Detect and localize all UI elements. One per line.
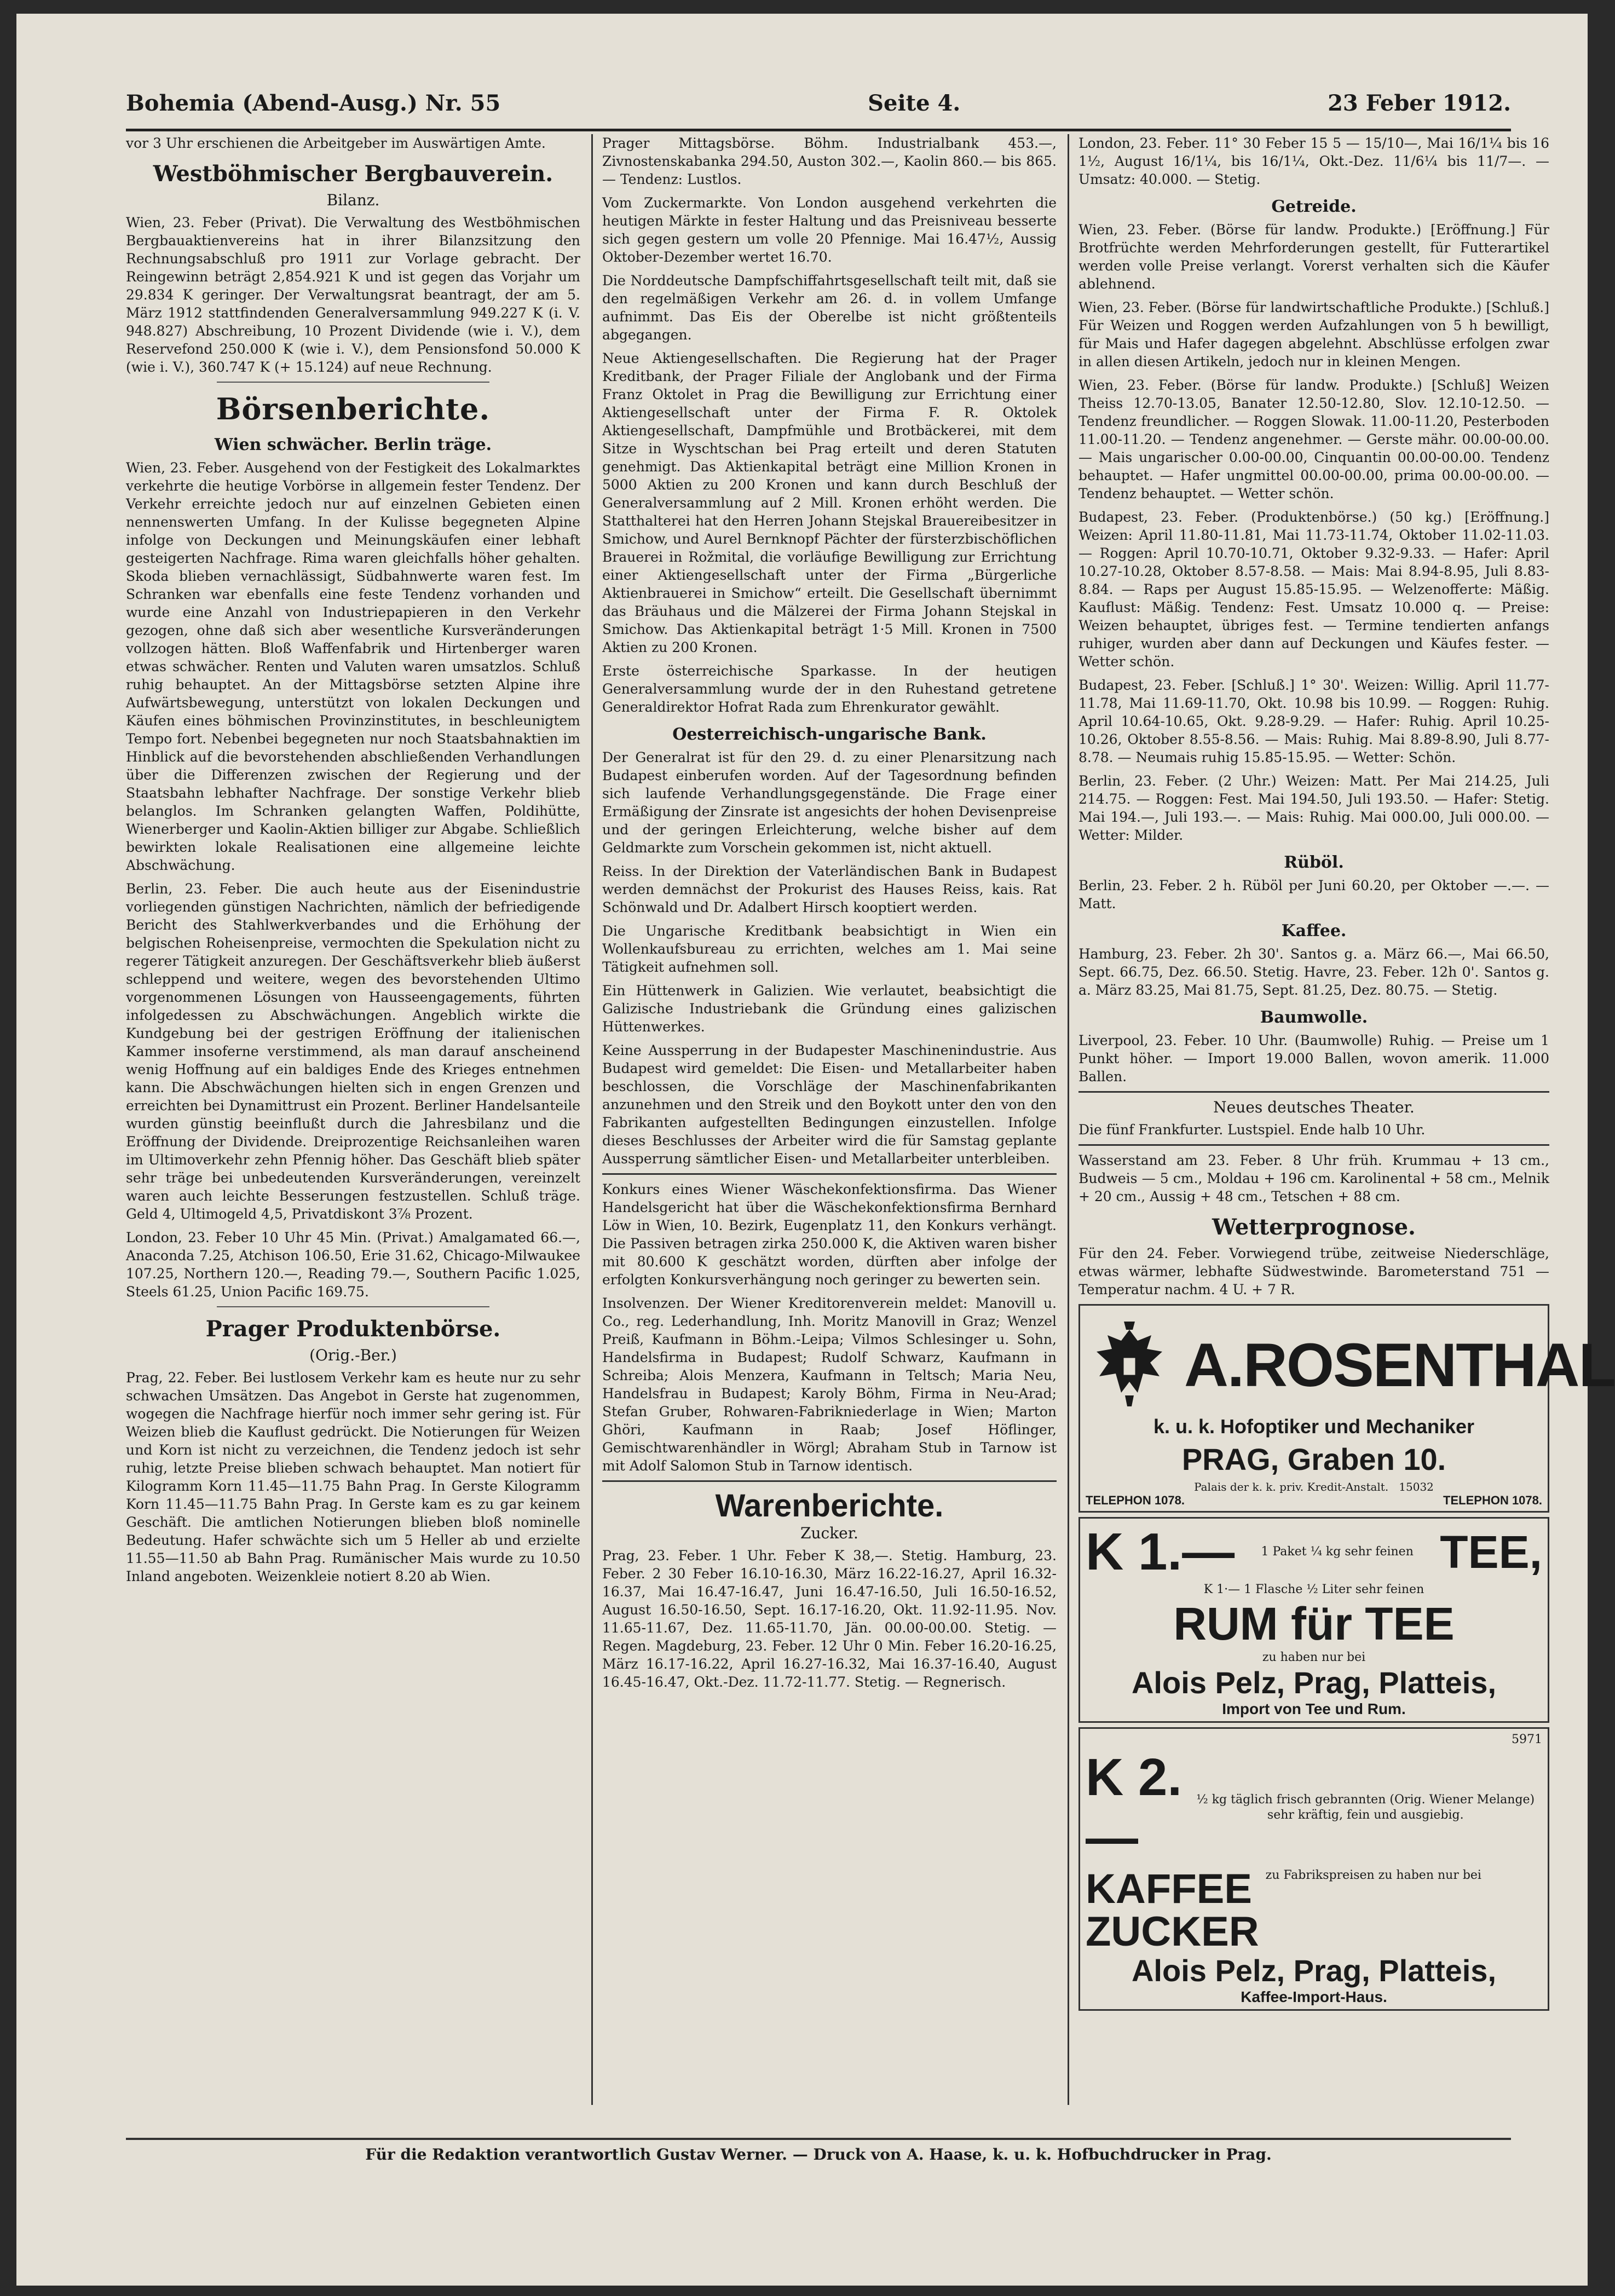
wien-preise-text: Wien, 23. Feber. (Börse für landw. Produkte.) [Schluß] Weizen Theiss 12.70-13.05, Banater 12.50-12.80, Slov. 12.10-12.50. — Tendenz freundlicher. — Roggen Slowak. 11.00-11.20, Pesterboden 11.00-11.20. — Tendenz angenehmer. — Gerste mähr. 00.00-00.00. — Mais ungarischer 0.00-00.00, Cinquantin 00.00-00.00. Tendenz behauptet. — Hafer ungmittel 00.00-00.00, prima 00.00-00.00. — Tendenz behauptet. — Wetter schön. <box>1078 377 1549 501</box>
divider <box>217 382 489 383</box>
intro-text: vor 3 Uhr erschienen die Arbeitgeber im Auswärtigen Amte. <box>126 135 546 151</box>
columns <box>126 134 1615 2105</box>
divider <box>1078 1144 1549 1146</box>
double-eagle-icon <box>1086 1319 1173 1412</box>
divider <box>1078 1091 1549 1093</box>
column-1 <box>126 134 580 2105</box>
kaffee-code: 5971 <box>1512 1733 1542 1746</box>
wetter-text: Für den 24. Feber. Vorwiegend trübe, zeitweise Niederschläge, etwas wärmer, lebhafte Südwestwinde. Barometerstand 751 — Temperatur nachm. 4 U. + 7 R. <box>1078 1245 1549 1297</box>
page-header <box>126 90 1511 131</box>
theater-heading: Neues deutsches Theater. <box>1213 1098 1415 1116</box>
westb-heading: Westböhmischer Bergbauverein. <box>153 161 553 187</box>
mittagsboerse-text: Prager Mittagsbörse. Böhm. Industrialbank 453.—, Zivnostenskabanka 294.50, Auston 302.—, Kaolin 860.— bis 865. — Tendenz: Lustlos. <box>602 135 1057 187</box>
tee-description: 1 Paket ¼ kg sehr feinen <box>1261 1545 1414 1559</box>
konkurs-text: Konkurs eines Wiener Wäschekonfektionsfirma. Das Wiener Handelsgericht hat über die Wäschekonfektionsfirma Bernhard Löw in Wien, 10. Bezirk, Eugenplatz 11, den Konkurs verhängt. Die Passiven betragen zirka 250.000 K, die Aktiven waren bisher mit 80.600 K geschätzt worden, dürften aber infolge der erfolgten Konkursverhängung noch geringer zu bewerten sein. <box>602 1181 1057 1288</box>
london-report: London, 23. Feber 10 Uhr 45 Min. (Privat.) Amalgamated 66.—, Anaconda 7.25, Atchison 106.50, Erie 31.62, Chicago-Milwaukee 107.25, Northern 120.—, Reading 79.—, Southern Pacific 1.025, Steels 61.25, Union Pacific 169.75. <box>126 1230 580 1300</box>
header-page-number: Seite 4. <box>868 90 961 116</box>
reiss-text: Reiss. In der Direktion der Vaterländischen Bank in Budapest werden demnächst der Prokurist des Hauses Reiss, kais. Rat Schönwald und Dr. Adalbert Hirsch kooptiert werden. <box>602 863 1057 915</box>
aktiengesellschaften-text: Neue Aktiengesellschaften. Die Regierung hat der Prager Kreditbank, der Prager Filiale der Anglobank und der Firma Franz Oktolet in Prag die Bewilligung zur Errichtung einer Aktiengesellschaft unter der Firma F. R. Oktolek Aktiengesellschaft, Dampfmühle und Brotbäckerei, mit dem Sitze in Wyschtschan bei Prag erteilt und deren Statuten genehmigt. Das Aktienkapital beträgt eine Million Kronen in 5000 Aktien zu 200 Kronen und kann durch Beschluß der Generalversammlung auf 2 Mill. Kronen erhöht werden. Die Statthalterei hat den Herren Johann Stejskal Brauereibesitzer in Smichow, und Aurel Bernknopf Pächter der fürsterzbischöflichen Brauerei in Rožmital, die vorläufige Bewilligung zur Errichtung einer Aktiengesellschaft unter der Firma „Bürgerliche Aktienbrauerei in Smichow“ erteilt. Die Gesellschaft übernimmt das Bräuhaus und die Mälzerei der Firma Johann Stejskal in Smichow. Das Aktienkapital beträgt 1·5 Mill. Kronen in 7500 Aktien zu 200 Kronen. <box>602 350 1057 655</box>
rum-word: RUM für TEE <box>1173 1598 1455 1649</box>
kaffee-zucker-block <box>1086 1868 1542 1953</box>
kreditbank-text: Die Ungarische Kreditbank beabsichtigt in Wien ein Wollenkaufsbureau zu errichten, welches am 1. Mai seine Tätigkeit aufnehmen soll. <box>602 923 1057 975</box>
bank-heading: Oesterreichisch-ungarische Bank. <box>672 725 987 744</box>
warenberichte-heading: Warenberichte. <box>715 1488 944 1524</box>
rosenthal-palais <box>1086 1480 1542 1493</box>
boersen-heading: Börsenberichte. <box>216 391 491 426</box>
column-2 <box>602 134 1057 2105</box>
berlin-report: Berlin, 23. Feber. Die auch heute aus der Eisenindustrie vorliegenden günstigen Nachrichten, nämlich der befriedigende Bericht des Stahlwerkverbandes und die Erhöhung der belgischen Roheisenpreise, vermochten die Spekulation nicht zu regerer Tätigkeit anzuregen. Der Geschäftsverkehr blieb äußerst schleppend und weitere, wegen des bevorstehenden Ultimo vorgenommenen Lösungen von Hausseengagements, führten infolgedessen zu Abschwächungen. Angeblich wirkte die Kundgebung bei der gestrigen Eröffnung der italienischen Kammer insoferne verstimmend, als man darauf anscheinend wenig Hoffnung auf ein baldiges Ende des Krieges entnehmen kann. Die Abschwächungen hielten sich in engen Grenzen und erreichten bei Dynamittrust ein Prozent. Berliner Handelsanteile wurden günstig beeinflußt durch die Jahresbilanz und die Eröffnung der Dividende. Dreiprozentige Reichsanleihen waren im Ultimoverkehr zehn Pfennig höher. Das Geschäft blieb später sehr träge bei unbedeutenden Kursveränderungen, vereinzelt waren auch leichte Besserungen festzustellen. Schluß träge. Geld 4, Ultimogeld 4,5, Privatdiskont 3⅞ Prozent. <box>126 881 580 1222</box>
prager-subheading: (Orig.-Ber.) <box>309 1346 397 1364</box>
rum-description: K 1·— 1 Flasche ½ Liter sehr feinen <box>1203 1583 1424 1596</box>
westb-text: Wien, 23. Feber (Privat). Die Verwaltung des Westböhmischen Bergbauaktienvereins hat in ihrer Bilanzsitzung den Rechnungsabschluß pro 1911 zur Vorlage gebracht. Der Reingewinn beträgt 2,854.921 K und ist gegen das Vorjahr um 29.834 K geringer. Der Verwaltungsrat beantragt, der am 5. März 1912 stattfindenden Generalversammlung 949.227 K (i. V. 948.827) Abschreibung, 10 Prozent Dividende (wie i. V.), dem Reservefond 250.000 K (wie i. V.), dem Pensionsfond 50.000 K (wie i. V.), 360.747 K (+ 15.124) auf neue Rechnung. <box>126 215 580 375</box>
getreide-heading: Getreide. <box>1271 197 1357 216</box>
zucker-subheading: Zucker. <box>800 1524 858 1542</box>
prager-report: Prag, 22. Feber. Bei lustlosem Verkehr kam es heute nur zu sehr schwachen Umsätzen. Das Angebot in Gerste hat zugenommen, wogegen die Nachfrage hierfür noch immer sehr gering ist. Für Weizen blieb die Kauflust gedrückt. Die Notierungen für Weizen und Korn ist nicht zu verzeichnen, die Tendenz jedoch ist sehr ruhig, letzte Preise blieben schwach behauptet. Man notiert für Kilogramm Korn 11.45—11.75 Bahn Prag. In Gerste Kilogramm Korn 11.45—11.75 Bahn Prag. In Gerste kam es zu gar keinem Geschäft. Die amtlichen Notierungen blieben bloß nominelle Bedeutung. Hafer schwächte sich um 5 Heller ab und erzielte 11.55—11.50 ab Bahn Prag. Rumänischer Mais wurde zu 10.50 Inland angeboten. Weizenkleie notiert 8.20 ab Wien. <box>126 1370 580 1584</box>
divider <box>602 1173 1057 1175</box>
column-3 <box>1078 134 1615 2105</box>
pelz-name-1: Alois Pelz, Prag, Platteis, <box>1131 1665 1496 1700</box>
imprint-footer: Für die Redaktion verantwortlich Gustav Werner. — Druck von A. Haase, k. u. k. Hofbuchdrucker in Prag. <box>126 2138 1511 2164</box>
rosenthal-name: A.ROSENTHAL <box>1184 1331 1615 1399</box>
kaffee-zucker-words <box>1086 1868 1259 1953</box>
pelz-kaffee-ad <box>1078 1727 1549 2011</box>
baumwolle-text: Liverpool, 23. Feber. 10 Uhr. (Baumwolle) Ruhig. — Preise um 1 Punkt höher. — Import 19.000 Ballen, wovon amerik. 11.000 Ballen. <box>1078 1032 1549 1084</box>
prager-heading: Prager Produktenbörse. <box>205 1316 501 1342</box>
wasserstand-text: Wasserstand am 23. Feber. 8 Uhr früh. Krummau + 13 cm., Budweis — 5 cm., Moldau + 196 cm. Karolinental + 58 cm., Melnik + 20 cm., Aussig + 48 cm., Tetschen + 88 cm. <box>1078 1152 1549 1204</box>
sparkasse-text: Erste österreichische Sparkasse. In der heutigen Generalversammlung wurde der in den Ruhestand getretene Generaldirektor Hofrat Rada zum Ehrenkurator gewählt. <box>602 663 1057 715</box>
london-zucker-text: London, 23. Feber. 11° 30 Feber 15 5 — 15/10—, Mai 16/1¼ bis 16 1½, August 16/1¼, bis 16/1¼, Okt.-Dez. 11/6¼ bis 11/7—. — Umsatz: 40.000. — Stetig. <box>1078 135 1549 187</box>
berlin-getreide-text: Berlin, 23. Feber. (2 Uhr.) Weizen: Matt. Per Mai 214.25, Juli 214.75. — Roggen: Fest. Mai 194.50, Juli 193.50. — Hafer: Stetig. Mai 194.—, Juli 193.—. — Mais: Ruhig. Mai 000.00, Juli 000.00. — Wetter: Milder. <box>1078 773 1549 843</box>
kaffee-text: Hamburg, 23. Feber. 2h 30'. Santos g. a. März 66.—, Mai 66.50, Sept. 66.75, Dez. 66.50. Stetig. Havre, 23. Feber. 12h 0'. Santos g. a. März 83.25, Mai 81.75, Sept. 81.25, Dez. 80.75. — Stetig. <box>1078 946 1549 998</box>
header-date: 23 Feber 1912. <box>1328 90 1511 116</box>
wien-report: Wien, 23. Feber. Ausgehend von der Festigkeit des Lokalmarktes verkehrte die heutige Vorbörse in allgemein fester Tendenz. Der Verkehr erreichte jedoch nur auf einzelnen Gebieten einen nennenswerten Umfang. In der Kulisse begegneten Alpine infolge von Deckungen und Meinungskäufen einer lebhaft gesteigerten Nachfrage. Rima waren gleichfalls höher gehalten. Skoda blieben vernachlässigt, Südbahnwerte waren fest. Im Schranken war ebenfalls eine feste Tendenz vorhanden und wurde eine Anzahl von Industriepapieren in den Verkehr gezogen, ohne daß sich aber wesentliche Kursveränderungen vollzogen hätten. Bloß Waffenfabrik und Hirtenberger waren etwas schwächer. Renten und Valuten waren umsatzlos. Schluß ruhig behauptet. An der Mittagsbörse setzten Alpine ihre Aufwärtsbewegung, unterstützt von lokalen Deckungen und Käufen eines böhmischen Provinzinstitutes, in beschleunigtem Tempo fort. Nebenbei begegneten nur noch Staatsbahnaktien im Hinblick auf die bevorstehenden abschließenden Verhandlungen über die Differenzen zwischen der Regierung und der Staatsbahn lebhafter Nachfrage. Der sonstige Verkehr blieb belanglos. Im Schranken gelangten Waffen, Poldihütte, Wienerberger und Kaolin-Aktien billiger zur Abgabe. Schließlich bewirkten lokale Realisationen eine allgemeine leichte Abschwächung. <box>126 460 580 873</box>
rosenthal-code: 15032 <box>1399 1480 1434 1493</box>
divider <box>217 1306 489 1307</box>
tee-row <box>1086 1522 1542 1582</box>
pelz-sub-2: Kaffee-Import-Haus. <box>1241 1988 1387 2005</box>
zucker-word: ZUCKER <box>1086 1908 1259 1955</box>
rosenthal-phone-right: TELEPHON 1078. <box>1443 1493 1542 1507</box>
bank-text: Der Generalrat ist für den 29. d. zu einer Plenarsitzung nach Budapest einberufen worden. Auf der Tagesordnung befinden sich laufende Verhandlungsgegenstände. Die Frage einer Ermäßigung der Zinsrate ist angesichts der hohen Devisenpreise und der geringen Erleichterung, welche bisher auf dem Geldmarkte zum Vorschein gekommen ist, nicht aktuell. <box>602 749 1057 856</box>
budapest-schluss-text: Budapest, 23. Feber. [Schluß.] 1° 30'. Weizen: Willig. April 11.77-11.78, Mai 11.69-11.70, Okt. 10.98 bis 10.99. — Roggen: Ruhig. April 10.64-10.65, Okt. 9.28-9.29. — Hafer: Ruhig. April 10.25-10.26, Oktober 8.55-8.56. — Mais: Ruhig. Mai 8.89-8.90, Juli 8.77-8.78. — Neumais ruhig 15.85-15.95. — Wetter: Schön. <box>1078 677 1549 765</box>
kaffee-word: KAFFEE <box>1086 1866 1252 1912</box>
pelz-tee-ad <box>1078 1517 1549 1723</box>
theater-text: Die fünf Frankfurter. Lustspiel. Ende halb 10 Uhr. <box>1078 1122 1426 1138</box>
wetter-heading: Wetterprognose. <box>1212 1214 1416 1240</box>
rueboel-text: Berlin, 23. Feber. 2 h. Rüböl per Juni 60.20, per Oktober —.—. — Matt. <box>1078 878 1549 912</box>
zuckermarkt-text: Vom Zuckermarkte. Von London ausgehend verkehrten die heutigen Märkte in fester Haltung und das Preisniveau besserte sich gegen gestern um volle 20 Pfennige. Mai 16.47½, Aussig Oktober-Dezember wertet 16.70. <box>602 195 1057 265</box>
rosenthal-palais-text: Palais der k. k. priv. Kredit-Anstalt. <box>1194 1480 1389 1493</box>
boersen-subheading: Wien schwächer. Berlin träge. <box>214 435 492 454</box>
wien-eroeffnung-text: Wien, 23. Feber. (Börse für landw. Produkte.) [Eröffnung.] Für Brotfrüchte werden Mehrforderungen gestellt, für Futterartikel werden volle Preise verlangt. Vorerst verhalten sich die Käufer ablehnend. <box>1078 222 1549 292</box>
rueboel-heading: Rüböl. <box>1284 853 1344 872</box>
column-rule <box>1068 134 1069 2105</box>
westb-subheading: Bilanz. <box>326 191 380 209</box>
kaffee-description: ½ kg täglich frisch gebrannten (Orig. Wiener Melange) sehr kräftig, fein und ausgiebig. <box>1196 1793 1535 1822</box>
warenberichte-text: Prag, 23. Feber. 1 Uhr. Feber K 38,—. Stetig. Hamburg, 23. Feber. 2 30 Feber 16.10-16.30, März 16.22-16.27, April 16.32-16.37, Mai 16.47-16.47, Juni 16.47-16.50, Juli 16.50-16.52, August 16.50-16.50, Sept. 16.17-16.20, Okt. 11.92-11.95. Nov. 11.65-11.67, Dez. 11.65-11.70, Jän. 00.00-00.00. Stetig. — Regen. Magdeburg, 23. Feber. 12 Uhr 0 Min. Feber 16.20-16.25, März 16.17-16.22, April 16.27-16.32, Mai 16.37-16.40, August 16.45-16.47, Okt.-Dez. 11.72-11.77. Stetig. — Regnerisch. <box>602 1548 1057 1690</box>
kaffee-price: K 2.— <box>1086 1748 1183 1867</box>
huettenwerk-text: Ein Hüttenwerk in Galizien. Wie verlautet, beabsichtigt die Galizische Industriebank die Gründung eines galizischen Hüttenwerkes. <box>602 983 1057 1035</box>
rosenthal-address: PRAG, Graben 10. <box>1181 1442 1446 1476</box>
baumwolle-heading: Baumwolle. <box>1260 1008 1368 1027</box>
newspaper-page <box>16 14 1615 2286</box>
insolvenzen-text: Insolvenzen. Der Wiener Kreditorenverein meldet: Manovill u. Co., reg. Lederhandlung, Inh. Moritz Manovill in Graz; Wenzel Preiß, Kaufmann in Böhm.-Leipa; Vilmos Schlesinger u. Sohn, Handelsfirma in Budapest; Rudolf Schwarz, Kaufmann in Schreiba; Alois Menzera, Kaufmann in Teltsch; Maria Neu, Handelsfrau in Budapest; Karoly Böhm, Firma in Neu-Arad; Stefan Gruber, Rohwaren-Fabrikniederlage in Wien; Marton Ghöri, Kaufmann in Raab; Josef Höflinger, Gemischtwarenhändler in Wörgl; Abraham Stub in Tarnow ist mit Adolf Salomon Stub in Tarnow identisch. <box>602 1295 1057 1474</box>
zucker-description: zu Fabrikspreisen zu haben nur bei <box>1265 1868 1481 1882</box>
kaffee-price-row <box>1086 1747 1542 1868</box>
rosenthal-title: k. u. k. Hofoptiker und Mechaniker <box>1153 1415 1475 1438</box>
column-rule <box>591 134 593 2105</box>
dampfschiff-text: Die Norddeutsche Dampfschiffahrtsgesellschaft teilt mit, daß sie den regelmäßigen Verkehr am 26. d. in vollem Umfange aufnimmt. Das Eis der Oberelbe ist nicht größtenteils abgegangen. <box>602 273 1057 343</box>
header-masthead: Bohemia (Abend-Ausg.) Nr. 55 <box>126 90 501 116</box>
tee-word: TEE, <box>1440 1526 1542 1578</box>
kaffee-heading: Kaffee. <box>1281 921 1347 941</box>
pelz-name-2: Alois Pelz, Prag, Platteis, <box>1131 1953 1496 1988</box>
rosenthal-phone-left: TELEPHON 1078. <box>1086 1493 1185 1507</box>
tee-price: K 1.— <box>1086 1522 1235 1581</box>
divider <box>602 1480 1057 1482</box>
budapest-eroeffnung-text: Budapest, 23. Feber. (Produktenbörse.) (50 kg.) [Eröffnung.] Weizen: April 11.80-11.81, Mai 11.73-11.74, Oktober 11.02-11.03. — Roggen: April 10.70-10.71, Oktober 9.32-9.33. — Hafer: April 10.27-10.28, Oktober 8.57-8.58. — Mais: Mai 8.94-8.95, Juli 8.83-8.84. — Raps per August 15.85-15.95. — Welzenofferte: Mäßig. Kauflust: Mäßig. Tendenz: Fest. Umsatz 10.000 q. — Preise: Weizen behauptet, übriges fest. — Termine tendierten anfangs ruhiger, wurden aber dann auf Deckungen und Käufes fester. — Wetter schön. <box>1078 509 1549 670</box>
rosenthal-phones <box>1086 1493 1542 1508</box>
rosenthal-ad <box>1078 1304 1615 1513</box>
aussperrung-text: Keine Aussperrung in der Budapester Maschinenindustrie. Aus Budapest wird gemeldet: Die Eisen- und Metallarbeiter haben beschlossen, die Vorschläge der Maschinenfabrikanten anzunehmen und den Streik und den Boykott unter den von den Fabrikanten aufgestellten Bedingungen einzustellen. Infolge dieses Beschlusses der Arbeiter wird die für Samstag geplante Aussperrung sämtlicher Eisen- und Metallarbeiter unterbleiben. <box>602 1042 1057 1167</box>
rum-sub: zu haben nur bei <box>1262 1651 1366 1664</box>
pelz-sub-1: Import von Tee und Rum. <box>1222 1700 1406 1717</box>
wien-schluss-text: Wien, 23. Feber. (Börse für landwirtschaftliche Produkte.) [Schluß.] Für Weizen und Roggen werden Aufzahlungen von 5 h bewilligt, für Mais und Hafer dagegen abgelehnt. Abschlüsse erfolgen zwar in allen diesen Artikeln, jedoch nur in kleinen Mengen. <box>1078 299 1549 370</box>
